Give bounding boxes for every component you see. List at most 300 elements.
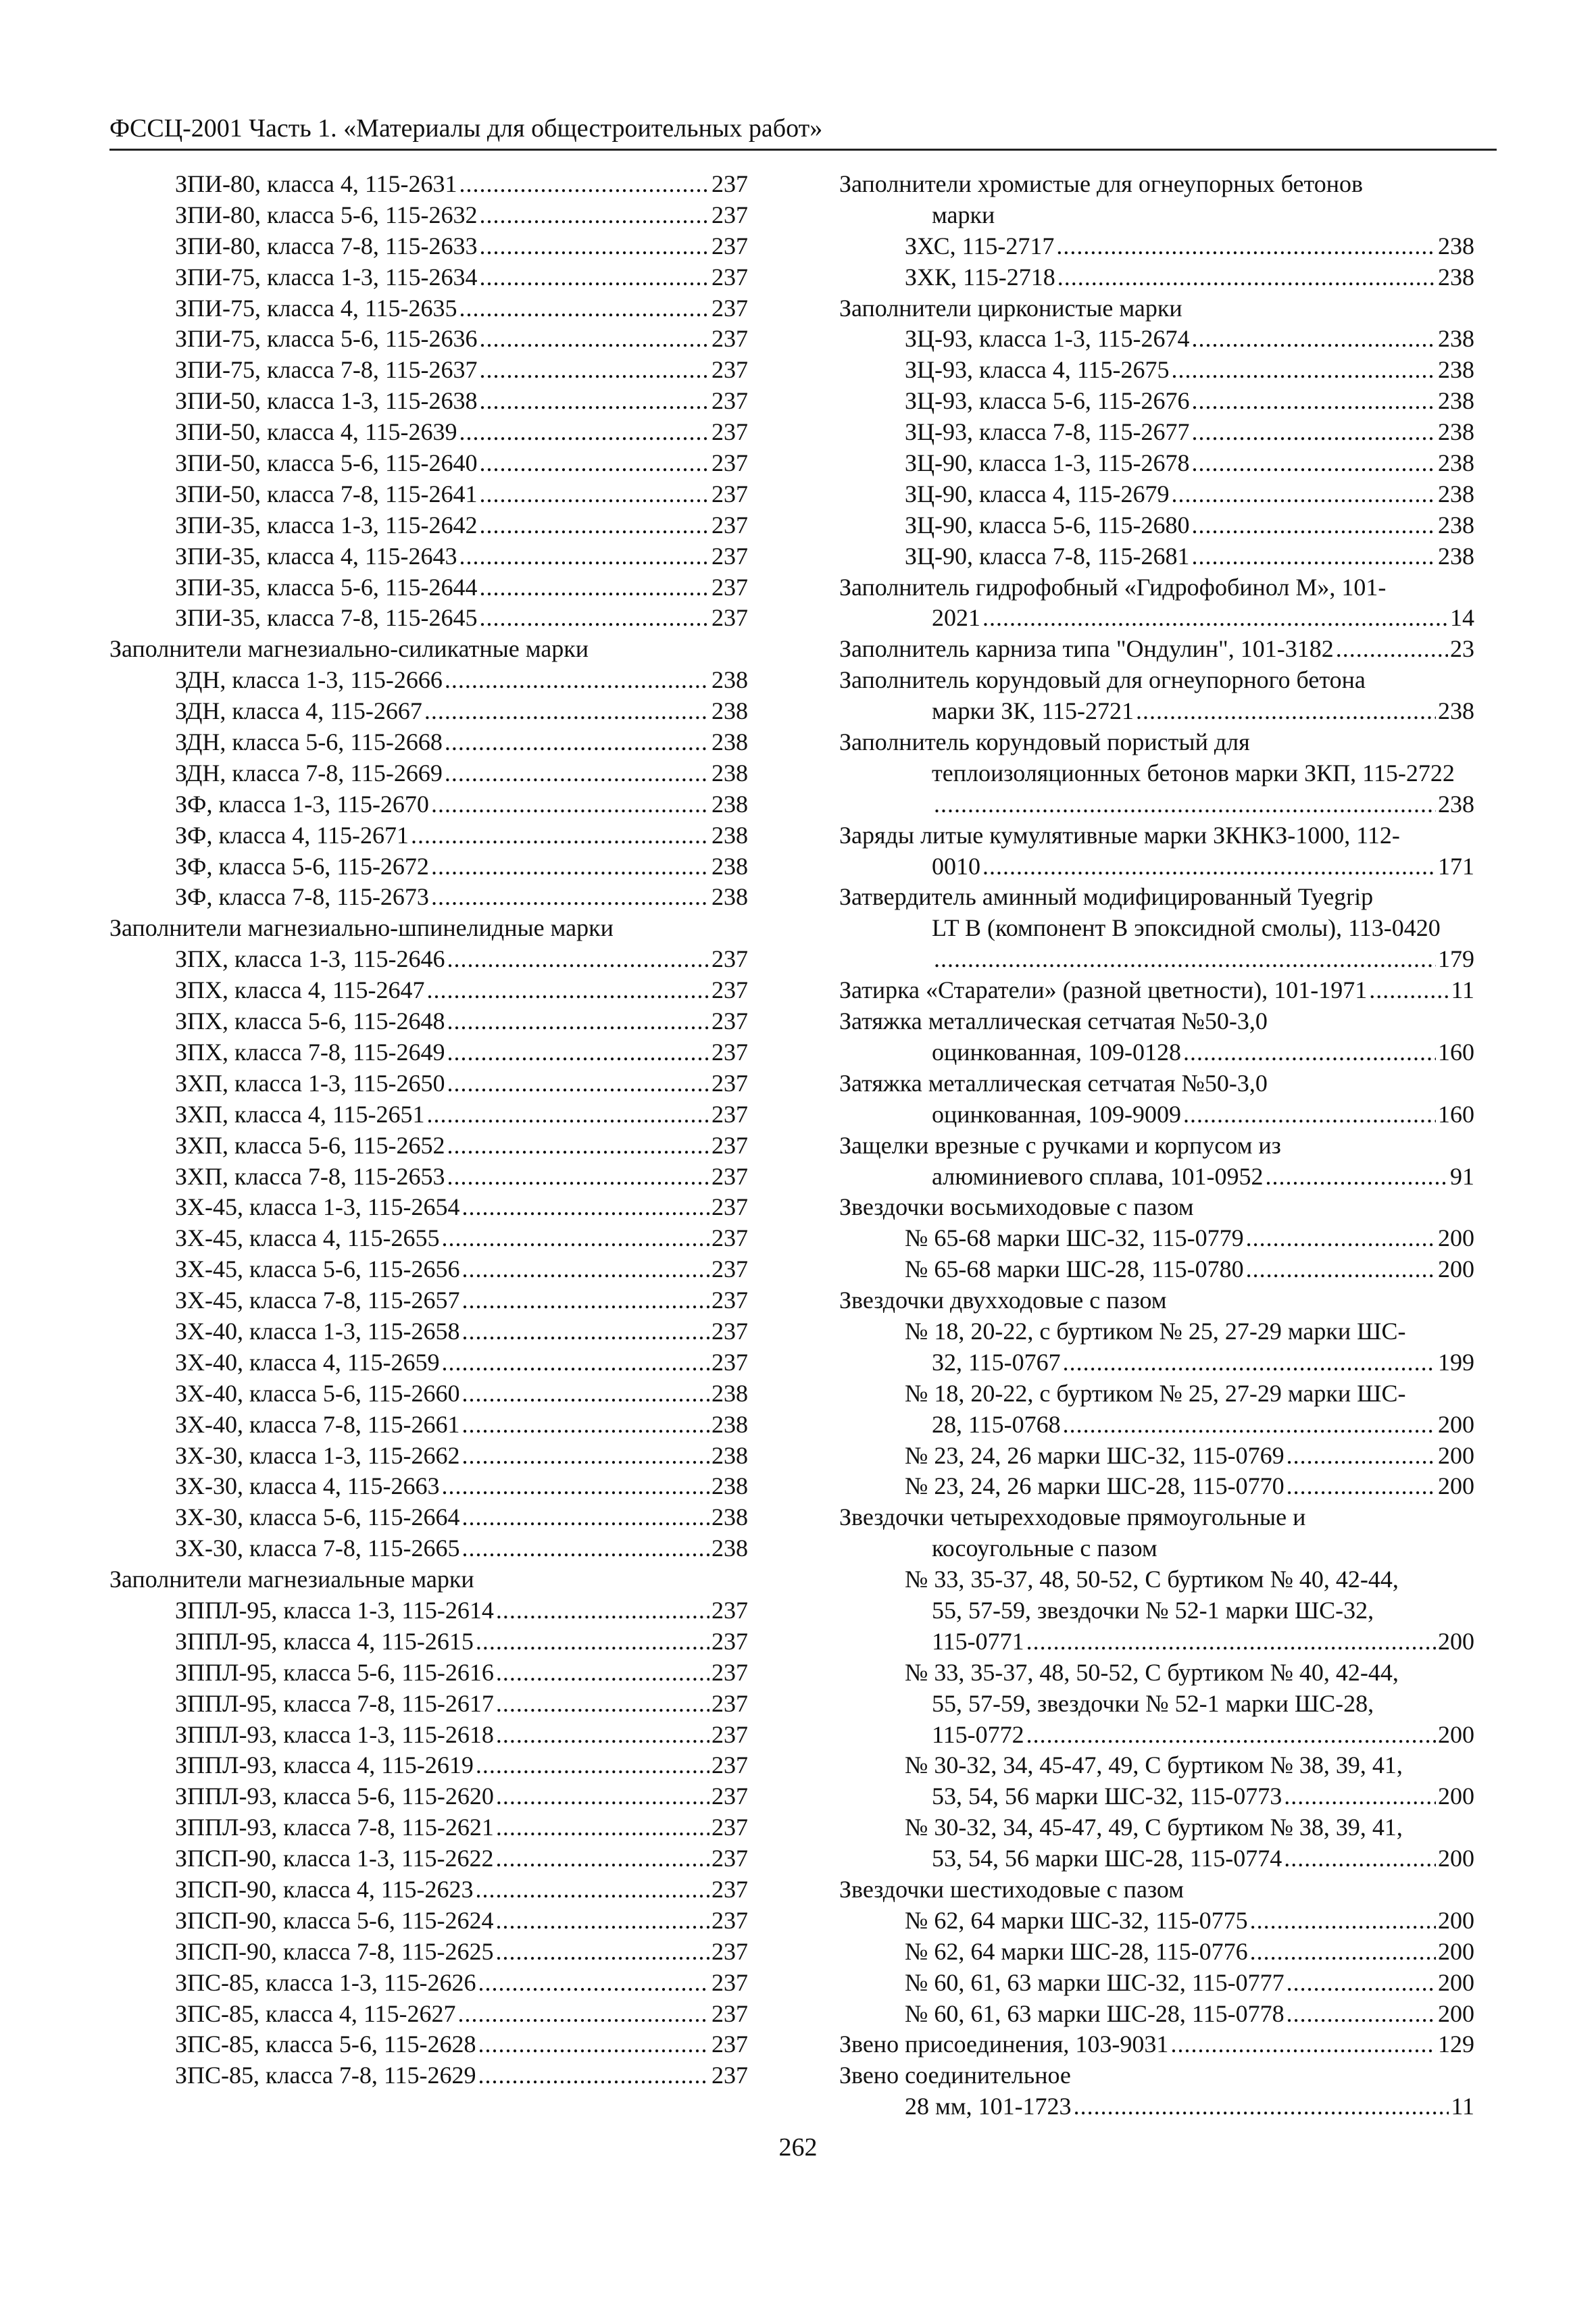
entry-text: 115-0772 [932,1720,1024,1748]
entry-page-ref: 200 [1438,1410,1474,1438]
entry-text: № 62, 64 марки ШС-28, 115-0776 [905,1937,1248,1965]
entry-page-ref: 237 [712,1038,748,1066]
index-entry [839,1410,1474,1441]
index-entry [839,1968,1474,1999]
entry-page-ref: 200 [1438,1224,1474,1252]
dot-leader [479,231,709,262]
entry-page-ref: 237 [712,945,748,973]
dot-leader [441,1471,709,1502]
index-heading [839,1006,1474,1037]
entry-page-ref: 238 [712,1379,748,1407]
entry-text: № 23, 24, 26 марки ШС-32, 115-0769 [905,1441,1285,1469]
entry-text: ЗФ, класса 5-6, 115-2672 [175,852,429,880]
entry-page-ref: 237 [712,1783,748,1810]
dot-leader [1183,1037,1436,1068]
dot-leader [1246,1254,1436,1285]
dot-leader [496,1781,709,1812]
index-entry [109,262,748,293]
entry-text: ЗХП, класса 5-6, 115-2652 [175,1131,445,1159]
entry-text: ЗПХ, класса 5-6, 115-2648 [175,1007,445,1035]
entry-text: 28 мм, 101-1723 [905,2093,1072,2120]
entry-text: ЗЦ-90, класса 7-8, 115-2681 [905,542,1190,570]
entry-page-ref: 23 [1450,635,1474,663]
index-entry [109,1689,748,1720]
entry-page-ref: 200 [1438,1472,1474,1500]
entry-page-ref: 237 [712,1162,748,1190]
entry-page-ref: 237 [712,356,748,384]
dot-leader [478,2060,709,2091]
dot-leader [478,2029,709,2060]
entry-text: ЗДН, класса 4, 115-2667 [175,697,422,725]
entry-text: 0010 [932,852,980,880]
dot-leader [934,944,1436,975]
dot-leader [447,1037,709,1068]
index-entry [109,541,748,572]
entry-page-ref: 237 [712,1875,748,1903]
index-entry [109,169,748,200]
entry-page-ref: 200 [1438,1999,1474,2027]
entry-page-ref: 238 [1438,511,1474,539]
entry-page-ref: 238 [712,759,748,787]
dot-leader [459,169,709,200]
entry-text: ЗХ-45, класса 1-3, 115-2654 [175,1193,460,1221]
entry-page-ref: 238 [1438,418,1474,446]
entry-text: Заполнители магнезиальные марки [109,1566,474,1593]
entry-page-ref: 237 [712,170,748,197]
dot-leader [445,758,709,789]
entry-text: ЗЦ-90, класса 4, 115-2679 [905,480,1170,507]
entry-text: ЗПСП-90, класса 5-6, 115-2624 [175,1906,494,1934]
dot-leader [479,200,709,231]
index-entry [109,789,748,820]
index-entry [109,1658,748,1689]
entry-page-ref: 237 [712,1968,748,1996]
index-entry [839,448,1474,479]
entry-page-ref: 237 [712,1069,748,1097]
entry-text: ЗППЛ-93, класса 7-8, 115-2621 [175,1814,494,1841]
dot-leader [1026,1626,1436,1658]
index-entry [109,1999,748,2030]
index-column-right [839,169,1474,2122]
entry-text: LT B (компонент B эпоксидной смолы), 113-0420 [932,914,1441,942]
entry-text: ЗХ-45, класса 4, 115-2655 [175,1224,440,1252]
entry-page-ref: 237 [712,1193,748,1221]
entry-text: 28, 115-0768 [932,1410,1061,1438]
entry-page-ref: 238 [712,1472,748,1500]
dot-leader [431,882,709,913]
index-entry [839,1099,1474,1130]
index-entry [109,1192,748,1223]
entry-page-ref: 200 [1438,1441,1474,1469]
dot-leader [1056,231,1436,262]
entry-page-ref: 237 [712,1814,748,1841]
index-heading [839,1130,1474,1162]
index-entry [109,2029,748,2060]
index-entry [839,386,1474,417]
entry-page-ref: 237 [712,263,748,291]
dot-leader [479,355,709,386]
entry-page-ref: 237 [712,294,748,322]
index-entry [839,1999,1474,2030]
index-entry [109,1874,748,1906]
dot-leader [1170,2029,1436,2060]
dot-leader [1074,2091,1449,2122]
entry-page-ref: 238 [712,697,748,725]
entry-text: № 62, 64 марки ШС-32, 115-0775 [905,1906,1248,1934]
entry-page-ref: 238 [712,728,748,756]
index-entry [109,1316,748,1347]
dot-leader [462,1441,709,1472]
entry-page-ref: 237 [712,976,748,1004]
entry-text: ЗПХ, класса 4, 115-2647 [175,976,425,1004]
index-heading [839,1874,1474,1906]
entry-page-ref: 237 [712,1845,748,1872]
index-entry [109,572,748,603]
dot-leader [479,603,709,634]
index-entry [839,1750,1474,1781]
entry-text: Звездочки восьмиходовые с пазом [839,1193,1194,1221]
entry-page-ref: 129 [1438,2031,1474,2058]
entry-page-ref: 238 [1438,449,1474,477]
index-entry [109,851,748,882]
index-entry [839,262,1474,293]
index-entry [839,1162,1474,1193]
entry-page-ref: 237 [712,1658,748,1686]
entry-text: ЗЦ-93, класса 4, 115-2675 [905,356,1170,384]
dot-leader [479,448,709,479]
entry-text: № 60, 61, 63 марки ШС-32, 115-0777 [905,1968,1285,1996]
entry-text: ЗХ-45, класса 5-6, 115-2656 [175,1255,460,1283]
index-entry [109,1130,748,1162]
dot-leader [462,1533,709,1564]
index-entry [839,1347,1474,1378]
dot-leader [462,1285,709,1316]
index-heading [839,572,1474,603]
dot-leader [459,417,709,448]
index-entry [109,1037,748,1068]
dot-leader [1266,1162,1448,1193]
index-entry [839,1471,1474,1502]
entry-text: Затяжка металлическая сетчатая №50-3,0 [839,1069,1268,1097]
entry-page-ref: 237 [712,1255,748,1283]
entry-text: ЗПИ-75, класса 5-6, 115-2636 [175,325,478,353]
entry-page-ref: 237 [712,418,748,446]
index-entry [109,1937,748,1968]
entry-text: ЗХ-30, класса 1-3, 115-2662 [175,1441,460,1469]
index-entry [839,1533,1474,1564]
entry-page-ref: 237 [712,2031,748,2058]
entry-text: ЗХ-30, класса 7-8, 115-2665 [175,1535,460,1562]
entry-text: № 33, 35-37, 48, 50-52, С буртиком № 40, 42-44, [905,1566,1399,1593]
index-entry [109,1595,748,1626]
entry-text: оцинкованная, 109-0128 [932,1038,1182,1066]
index-entry [109,1750,748,1781]
entry-page-ref: 200 [1438,1627,1474,1655]
dot-leader [1171,479,1436,510]
index-entry [839,231,1474,262]
entry-text: Звено присоединения, 103-9031 [839,2031,1169,2058]
dot-leader [1284,1843,1436,1874]
entry-page-ref: 91 [1450,1162,1474,1190]
entry-text: ЗПИ-50, класса 1-3, 115-2638 [175,387,478,415]
entry-page-ref: 237 [712,1287,748,1314]
index-entry [839,1595,1474,1626]
entry-page-ref: 237 [712,511,748,539]
index-heading [109,634,748,665]
index-entry [839,758,1474,789]
entry-page-ref: 237 [712,1131,748,1159]
index-entry [839,1781,1474,1812]
entry-text: ЗПС-85, класса 7-8, 115-2629 [175,2062,476,2089]
index-entry [839,913,1474,944]
entry-page-ref: 238 [712,1503,748,1531]
entry-page-ref: 238 [712,790,748,818]
entry-text: Заполнители хромистые для огнеупорных бетонов [839,170,1364,197]
index-entry [109,1347,748,1378]
index-heading [839,1285,1474,1316]
index-entry [109,1254,748,1285]
index-entry [109,1968,748,1999]
entry-text: ЗХ-30, класса 4, 115-2663 [175,1472,440,1500]
entry-page-ref: 238 [712,666,748,694]
index-entry [109,448,748,479]
index-entry [839,1441,1474,1472]
entry-text: Звездочки двухходовые с пазом [839,1287,1167,1314]
dot-leader [1287,1999,1436,2030]
dot-leader [1136,696,1436,727]
index-heading [839,975,1474,1006]
dot-leader [441,1223,709,1254]
dot-leader [496,1720,709,1751]
index-entry [109,355,748,386]
index-entry [109,1410,748,1441]
entry-text: ЗПИ-80, класса 5-6, 115-2632 [175,201,478,228]
index-entry [839,479,1474,510]
entry-page-ref: 200 [1438,1720,1474,1748]
entry-page-ref: 237 [712,480,748,507]
entry-text: ЗХС, 115-2717 [905,232,1055,259]
dot-leader [478,1968,709,1999]
entry-page-ref: 237 [712,1689,748,1717]
index-entry [109,417,748,448]
dot-leader [1171,355,1436,386]
dot-leader [1191,386,1436,417]
entry-page-ref: 237 [712,604,748,632]
index-entry [109,1502,748,1533]
entry-text: 55, 57-59, звездочки № 52-1 марки ШС-32, [932,1596,1374,1624]
index-entry [839,1223,1474,1254]
entry-page-ref: 238 [712,1441,748,1469]
entry-text: № 18, 20-22, с буртиком № 25, 27-29 марки ШС- [905,1379,1406,1407]
page-number: 262 [778,2133,818,2162]
index-entry [109,1781,748,1812]
dot-leader [447,1130,709,1162]
index-heading [839,2029,1474,2060]
entry-text: ЗППЛ-93, класса 1-3, 115-2618 [175,1720,494,1748]
entry-page-ref: 11 [1451,2093,1474,2120]
entry-text: ЗПС-85, класса 1-3, 115-2626 [175,1968,476,1996]
index-heading [839,820,1474,851]
dot-leader [445,665,709,696]
entry-text: ЗПИ-75, класса 7-8, 115-2637 [175,356,478,384]
entry-text: № 60, 61, 63 марки ШС-28, 115-0778 [905,1999,1285,2027]
entry-text: ЗФ, класса 4, 115-2671 [175,821,409,849]
index-heading [839,293,1474,324]
entry-text: ЗПСП-90, класса 4, 115-2623 [175,1875,474,1903]
index-entry [109,944,748,975]
entry-page-ref: 237 [712,1999,748,2027]
entry-page-ref: 238 [712,821,748,849]
entry-page-ref: 200 [1438,1255,1474,1283]
entry-page-ref: 237 [712,1720,748,1748]
entry-text: ЗПС-85, класса 4, 115-2627 [175,1999,456,2027]
index-entry [109,386,748,417]
dot-leader [479,324,709,355]
index-entry [839,1843,1474,1874]
entry-page-ref: 238 [1438,387,1474,415]
index-entry [109,975,748,1006]
dot-leader [476,1874,710,1906]
index-entry [839,1037,1474,1068]
entry-page-ref: 237 [712,325,748,353]
dot-leader [1250,1937,1436,1968]
entry-text: ЗПИ-75, класса 4, 115-2635 [175,294,457,322]
entry-text: Заполнители магнезиально-шпинелидные марки [109,914,614,942]
entry-page-ref: 238 [1438,325,1474,353]
dot-leader [459,293,709,324]
entry-text: ЗЦ-93, класса 1-3, 115-2674 [905,325,1190,353]
index-entry [109,758,748,789]
index-heading [839,634,1474,665]
dot-leader [1057,262,1436,293]
index-heading [839,1502,1474,1533]
entry-page-ref: 238 [712,1410,748,1438]
index-entry [839,1254,1474,1285]
dot-leader [479,479,709,510]
entry-text: Заряды литые кумулятивные марки ЗКНКЗ-1000, 112- [839,821,1400,849]
index-entry [839,1658,1474,1689]
entry-text: Звездочки шестиходовые с пазом [839,1875,1184,1903]
index-heading [839,727,1474,758]
entry-text: ЗППЛ-95, класса 5-6, 115-2616 [175,1658,494,1686]
entry-page-ref: 238 [712,1535,748,1562]
dot-leader [479,262,709,293]
dot-leader [479,510,709,541]
index-entry [839,1316,1474,1347]
index-entry [109,1906,748,1937]
index-entry [839,1937,1474,1968]
dot-leader [1284,1781,1436,1812]
entry-page-ref: 237 [712,1751,748,1779]
index-heading [109,913,748,944]
entry-text: ЗПИ-80, класса 4, 115-2631 [175,170,457,197]
entry-text: теплоизоляционных бетонов марки ЗКП, 115-2722 [932,759,1455,787]
index-entry [839,1626,1474,1658]
index-entry [109,324,748,355]
entry-text: ЗППЛ-95, класса 4, 115-2615 [175,1627,474,1655]
index-entry [839,1812,1474,1843]
entry-text: ЗПИ-35, класса 1-3, 115-2642 [175,511,478,539]
entry-text: ЗЦ-93, класса 7-8, 115-2677 [905,418,1190,446]
index-entry [839,1689,1474,1720]
dot-leader [462,1192,709,1223]
dot-leader [427,1099,710,1130]
index-entry [109,1068,748,1099]
dot-leader [447,1162,709,1193]
page-header: ФССЦ-2001 Часть 1. «Материалы для общестроительных работ» [109,112,1497,151]
entry-text: ЗХ-40, класса 4, 115-2659 [175,1348,440,1376]
dot-leader [934,789,1436,820]
entry-text: Заполнитель корундовый пористый для [839,728,1250,756]
entry-text: ЗХП, класса 1-3, 115-2650 [175,1069,445,1097]
index-heading [109,1564,748,1595]
index-entry [109,603,748,634]
entry-text: № 65-68 марки ШС-28, 115-0780 [905,1255,1244,1283]
entry-text: ЗПИ-35, класса 7-8, 115-2645 [175,604,478,632]
entry-text: ЗХ-45, класса 7-8, 115-2657 [175,1287,460,1314]
dot-leader [479,386,709,417]
entry-page-ref: 237 [712,387,748,415]
dot-leader [431,789,709,820]
dot-leader [427,975,710,1006]
entry-page-ref: 237 [712,1317,748,1345]
entry-text: ЗПС-85, класса 5-6, 115-2628 [175,2031,476,2058]
index-entry [839,2091,1474,2122]
entry-text: 2021 [932,604,980,632]
dot-leader [496,1595,709,1626]
entry-text: 53, 54, 56 марки ШС-32, 115-0773 [932,1783,1282,1810]
entry-page-ref: 237 [712,1224,748,1252]
dot-leader [458,1999,710,2030]
entry-page-ref: 238 [1438,232,1474,259]
dot-leader [447,1006,709,1037]
index-entry [109,1378,748,1410]
entry-text: ЗДН, класса 7-8, 115-2669 [175,759,443,787]
entry-text: ЗППЛ-95, класса 7-8, 115-2617 [175,1689,494,1717]
entry-text: косоугольные с пазом [932,1535,1157,1562]
entry-text: ЗПСП-90, класса 1-3, 115-2622 [175,1845,494,1872]
entry-text: ЗППЛ-93, класса 4, 115-2619 [175,1751,474,1779]
dot-leader [495,1906,709,1937]
index-entry [109,882,748,913]
entry-text: оцинкованная, 109-9009 [932,1100,1182,1128]
index-entry [839,603,1474,634]
entry-text: ЗПИ-50, класса 4, 115-2639 [175,418,457,446]
index-entry [109,727,748,758]
entry-text: ЗЦ-90, класса 5-6, 115-2680 [905,511,1190,539]
entry-page-ref: 238 [1438,263,1474,291]
entry-text: ЗПХ, класса 7-8, 115-2649 [175,1038,445,1066]
index-entry [109,231,748,262]
entry-text: ЗПСП-90, класса 7-8, 115-2625 [175,1937,494,1965]
entry-text: ЗХП, класса 4, 115-2651 [175,1100,425,1128]
index-entry [839,696,1474,727]
index-entry [109,1843,748,1874]
dot-leader [441,1347,709,1378]
entry-page-ref: 237 [712,1596,748,1624]
dot-leader [1250,1906,1436,1937]
entry-page-ref: 237 [712,449,748,477]
dot-leader [496,1812,709,1843]
index-entry [109,479,748,510]
entry-text: ЗДН, класса 5-6, 115-2668 [175,728,443,756]
index-entry [109,1533,748,1564]
entry-page-ref: 237 [712,1348,748,1376]
entry-text: ЗПИ-50, класса 7-8, 115-2641 [175,480,478,507]
entry-text: Заполнитель карниза типа "Ондулин", 101-3182 [839,635,1334,663]
entry-page-ref: 237 [712,1627,748,1655]
entry-page-ref: 179 [1438,945,1474,973]
